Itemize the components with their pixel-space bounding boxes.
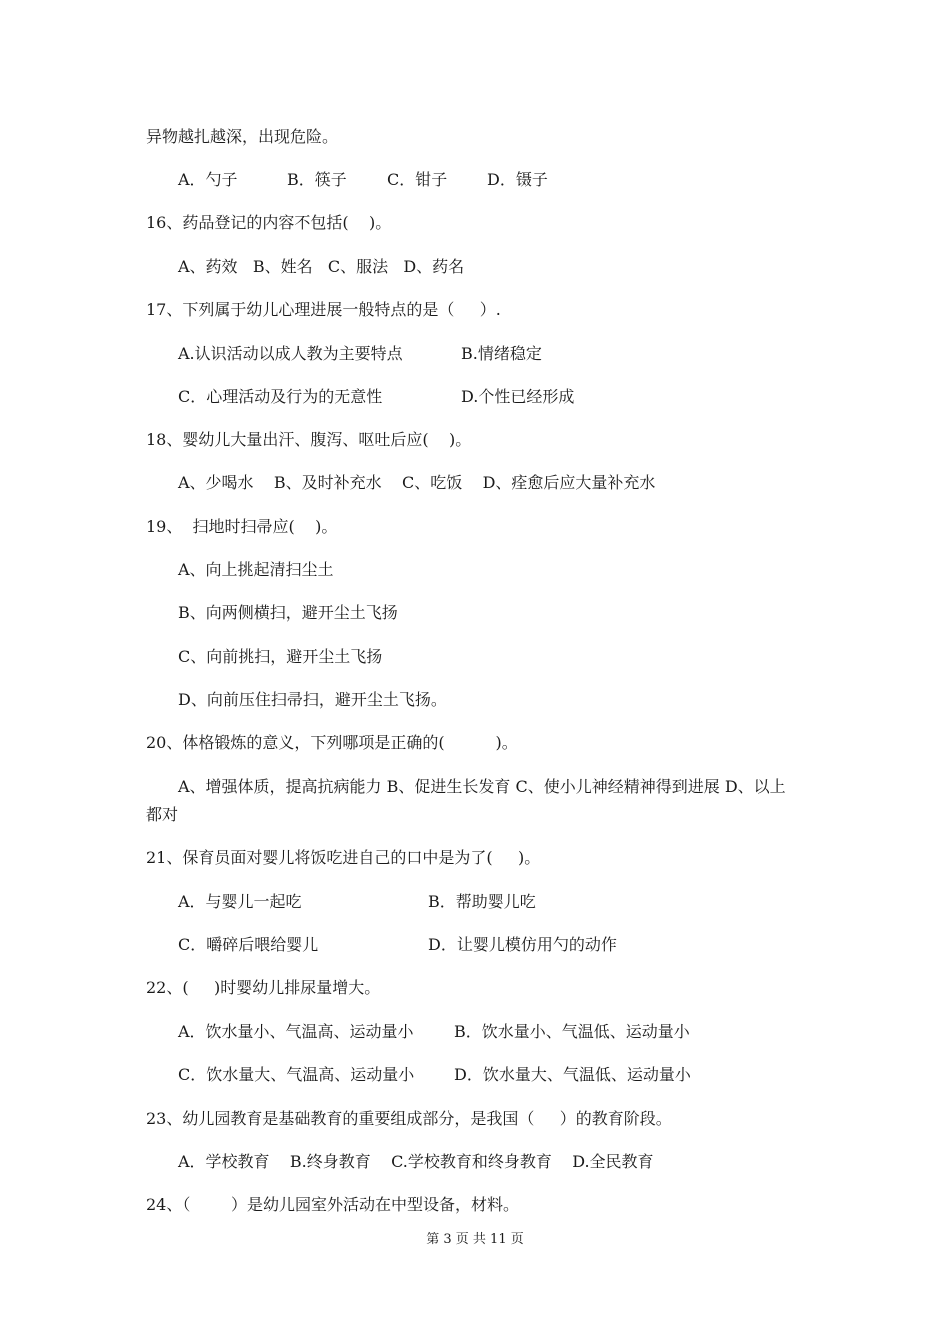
options-line: C、向前挑扫，避开尘土飞扬 <box>178 647 383 666</box>
option-item: C．嚼碎后喂给婴儿 <box>178 935 319 954</box>
option-item: B．饮水量小、气温低、运动量小 <box>454 1022 690 1041</box>
question-text: 20、体格锻炼的意义，下列哪项是正确的( )。 <box>146 733 518 752</box>
question-text: 19、 扫地时扫帚应( )。 <box>146 517 338 536</box>
option-item: C．钳子 <box>387 170 448 189</box>
question-text: 异物越扎越深，出现危险。 <box>146 127 339 146</box>
option-item: B．帮助婴儿吃 <box>428 892 536 911</box>
options-line: A、少喝水 B、及时补充水 C、吃饭 D、痊愈后应大量补充水 <box>178 473 656 492</box>
question-text: 16、药品登记的内容不包括( )。 <box>146 213 392 232</box>
question-text: 18、婴幼儿大量出汗、腹泻、呕吐后应( )。 <box>146 430 472 449</box>
option-item: D.个性已经形成 <box>461 387 575 406</box>
option-item: D．让婴儿模仿用勺的动作 <box>428 935 617 954</box>
option-item: C．饮水量大、气温高、运动量小 <box>178 1065 415 1084</box>
question-text: 21、保育员面对婴儿将饭吃进自己的口中是为了( )。 <box>146 848 541 867</box>
question-text: 24、（ ）是幼儿园室外活动在中型设备，材料。 <box>146 1195 520 1214</box>
option-item: A.认识活动以成人教为主要特点 <box>178 344 403 363</box>
option-item: D．镊子 <box>487 170 548 189</box>
question-text: 17、下列属于幼儿心理进展一般特点的是（ ）. <box>146 300 501 319</box>
option-item: B.情绪稳定 <box>461 344 542 363</box>
option-item: A．勺子 <box>178 170 238 189</box>
question-text: 都对 <box>146 805 179 824</box>
options-line: A．学校教育 B.终身教育 C.学校教育和终身教育 D.全民教育 <box>178 1152 654 1171</box>
option-item: B．筷子 <box>287 170 347 189</box>
option-item: D．饮水量大、气温低、运动量小 <box>454 1065 691 1084</box>
options-line: A、药效 B、姓名 C、服法 D、药名 <box>178 257 465 276</box>
options-line: B、向两侧横扫，避开尘土飞扬 <box>178 603 398 622</box>
options-line: A、向上挑起清扫尘土 <box>178 560 334 579</box>
page-footer: 第 3 页 共 11 页 <box>426 1232 524 1247</box>
question-text: 22、( )时婴幼儿排尿量增大。 <box>146 978 381 997</box>
option-item: A．饮水量小、气温高、运动量小 <box>178 1022 414 1041</box>
options-line: D、向前压住扫帚扫，避开尘土飞扬。 <box>178 690 447 709</box>
option-item: C．心理活动及行为的无意性 <box>178 387 383 406</box>
question-text: 23、幼儿园教育是基础教育的重要组成部分，是我国（ ）的教育阶段。 <box>146 1109 672 1128</box>
option-item: A．与婴儿一起吃 <box>178 892 302 911</box>
options-line: A、增强体质，提高抗病能力 B、促进生长发育 C、使小儿神经精神得到进展 D、以上 <box>178 777 786 796</box>
